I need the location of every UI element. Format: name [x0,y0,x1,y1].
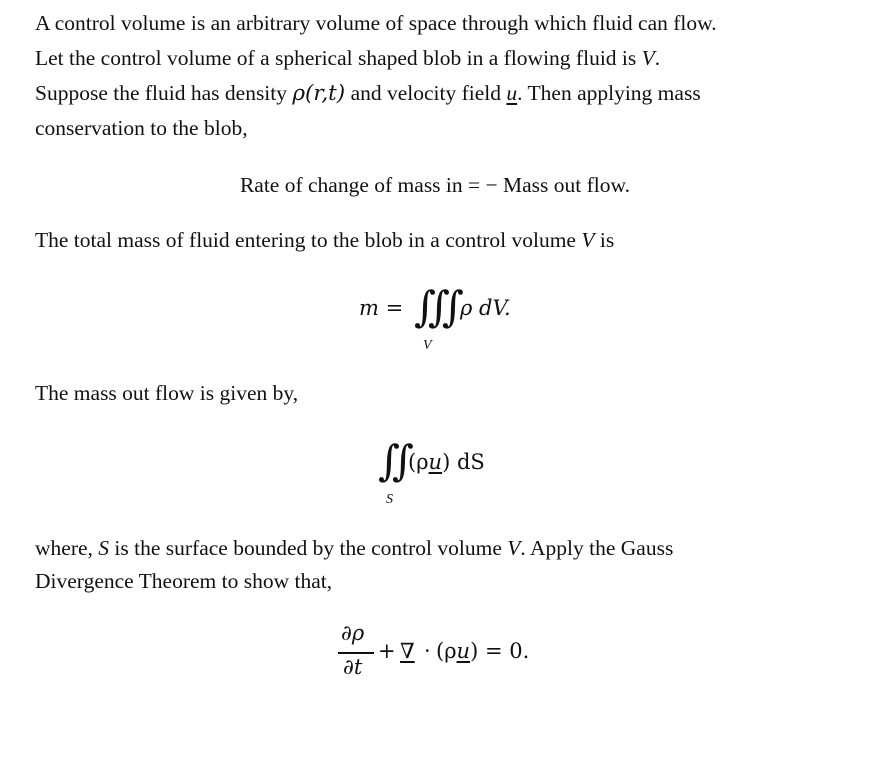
intro-line-4: conservation to the blob, [35,116,248,140]
surface-text-a: where, [35,536,99,560]
intro-line-3-mid: and velocity field [345,81,507,105]
intro-line-2-text: Let the control volume of a spherical shaped blob in a flowing fluid is [35,46,642,70]
eq3-open: (ρ [436,639,457,663]
triple-integral-icon: ∭ [414,282,450,331]
eq3-velocity: u [456,639,471,663]
eq2-close: ) dS [442,450,485,474]
fraction-denominator: ∂t [343,655,363,679]
intro-line-1: A control volume is an arbitrary volume of space through which fluid can flow. [35,11,717,35]
eq3-tail: ) = 0. [470,639,530,663]
total-mass-end: is [594,228,615,252]
intro-line-2-end: . [654,46,661,70]
eq2-subscript: S [386,492,393,507]
mass-balance-statement: Rate of change of mass in = − Mass out flow. [239,173,631,197]
dot-operator: · [424,639,431,663]
density-symbol: ρ(r,t) [292,81,346,106]
paragraph-mass-outflow: The mass out flow is given by, [35,381,299,405]
eq1-body: ρ dV. [460,296,511,320]
surface-symbol: S [98,536,110,560]
eq1-lhs: m = [359,296,404,320]
intro-line-2 [35,41,855,76]
surface-line-2: Divergence Theorem to show that, [35,569,333,593]
total-mass-text: The total mass of fluid entering to the blob in a control volume [35,228,582,252]
volume-symbol-3: V [507,536,521,560]
volume-symbol: V [641,46,655,70]
plus-sign: + [378,639,396,663]
eq2-velocity: u [428,450,443,474]
intro-line-3 [35,76,855,112]
eq2-body [408,450,485,474]
eq3-body [436,639,529,663]
surface-line-1 [35,531,855,566]
surface-text-c: . Apply the Gauss [520,536,674,560]
velocity-symbol: u [506,81,518,105]
nabla-icon: ∇ [400,639,415,663]
double-integral-icon: ∬ [378,436,400,485]
fraction-bar [338,652,374,654]
volume-symbol-2: V [581,228,595,252]
fraction-numerator: ∂ρ [341,621,365,645]
intro-line-3-end: . Then applying mass [517,81,701,105]
intro-line-3-text: Suppose the fluid has density [35,81,293,105]
surface-text-b: is the surface bounded by the control volume [109,536,508,560]
eq2-open: (ρ [408,450,429,474]
paragraph-total-mass [35,223,855,258]
eq1-subscript: V [423,338,432,353]
